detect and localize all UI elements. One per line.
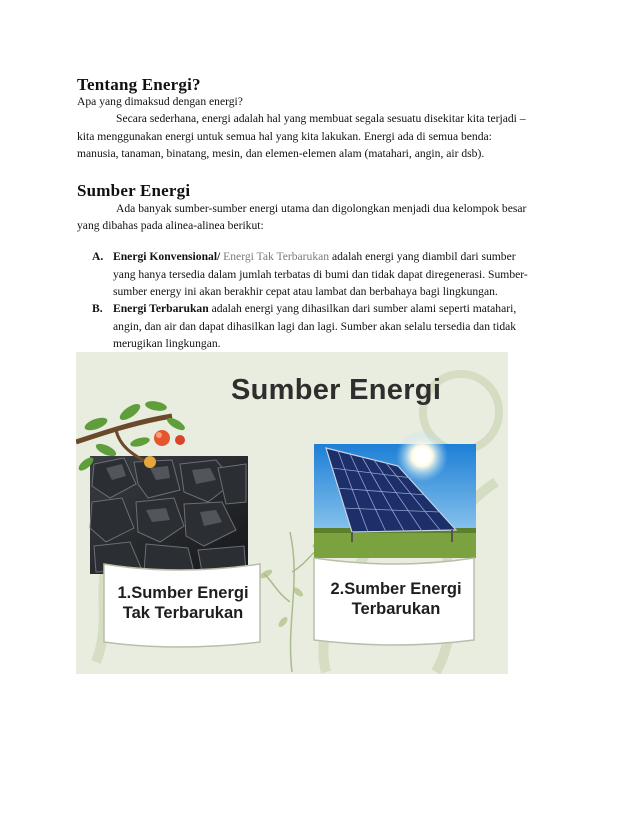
heading-tentang-energi: Tentang Energi? — [77, 75, 201, 94]
caption-1-line2: Tak Terbarukan — [122, 604, 244, 622]
list-item-a-text: adalah energi yang diambil dari sumber — [329, 250, 516, 263]
paragraph-line: Ada banyak sumber-sumber energi utama dan digolongkan menjadi dua kelompok besar — [116, 202, 527, 215]
list-item-b-first-line — [113, 302, 516, 316]
list-marker-a: A. — [92, 250, 104, 263]
paragraph-line: yang dibahas pada alinea-alinea berikut: — [77, 219, 264, 232]
coal-photo — [90, 456, 248, 574]
paragraph-line: manusia, tanaman, binatang, mesin, dan elemen-elemen alam (matahari, angin, air dsb). — [77, 147, 485, 160]
list-marker-b: B. — [92, 302, 103, 315]
list-line: merugikan lingkungan. — [113, 337, 221, 350]
paragraph-line: Apa yang dimaksud dengan energi? — [77, 95, 243, 108]
list-item-b-text: adalah energi yang dihasilkan dari sumber alami seperti matahari, — [208, 302, 517, 315]
caption-renewable — [318, 579, 474, 619]
list-line: sumber energy ini akan berakhir cepat atau lambat dan berbahaya bagi lingkungan. — [113, 285, 498, 298]
paragraph-line: Secara sederhana, energi adalah hal yang membuat segala sesuatu disekitar kita terjadi – — [116, 112, 526, 125]
energy-sources-figure — [76, 352, 508, 674]
caption-non-renewable — [108, 583, 258, 623]
list-item-b-term: Energi Terbarukan — [113, 302, 209, 315]
paragraph-line: kita menggunakan energi untuk semua hal yang kita lakukan. Energi ada di semua benda: — [77, 130, 492, 143]
list-item-a-term: Energi Konvensional/ — [113, 250, 221, 263]
caption-2-line1: 2.Sumber Energi — [330, 580, 462, 598]
figure-title: Sumber Energi — [231, 374, 442, 406]
caption-1-line1: 1.Sumber Energi — [117, 584, 249, 602]
vine-decoration — [264, 532, 320, 672]
list-line: angin, dan air dan dapat dihasilkan lagi dan lagi. Sumber akan selalu tersedia dan tidak — [113, 320, 517, 333]
list-item-a-first-line — [113, 250, 516, 264]
heading-sumber-energi: Sumber Energi — [77, 181, 191, 200]
solar-panel-photo — [314, 430, 476, 558]
list-item-a-alt-term: Energi Tak Terbarukan — [220, 250, 330, 263]
list-line: yang hanya tersedia dalam jumlah terbatas di bumi dan tidak dapat diregenerasi. Sumber- — [113, 268, 528, 281]
caption-2-line2: Terbarukan — [351, 600, 441, 618]
